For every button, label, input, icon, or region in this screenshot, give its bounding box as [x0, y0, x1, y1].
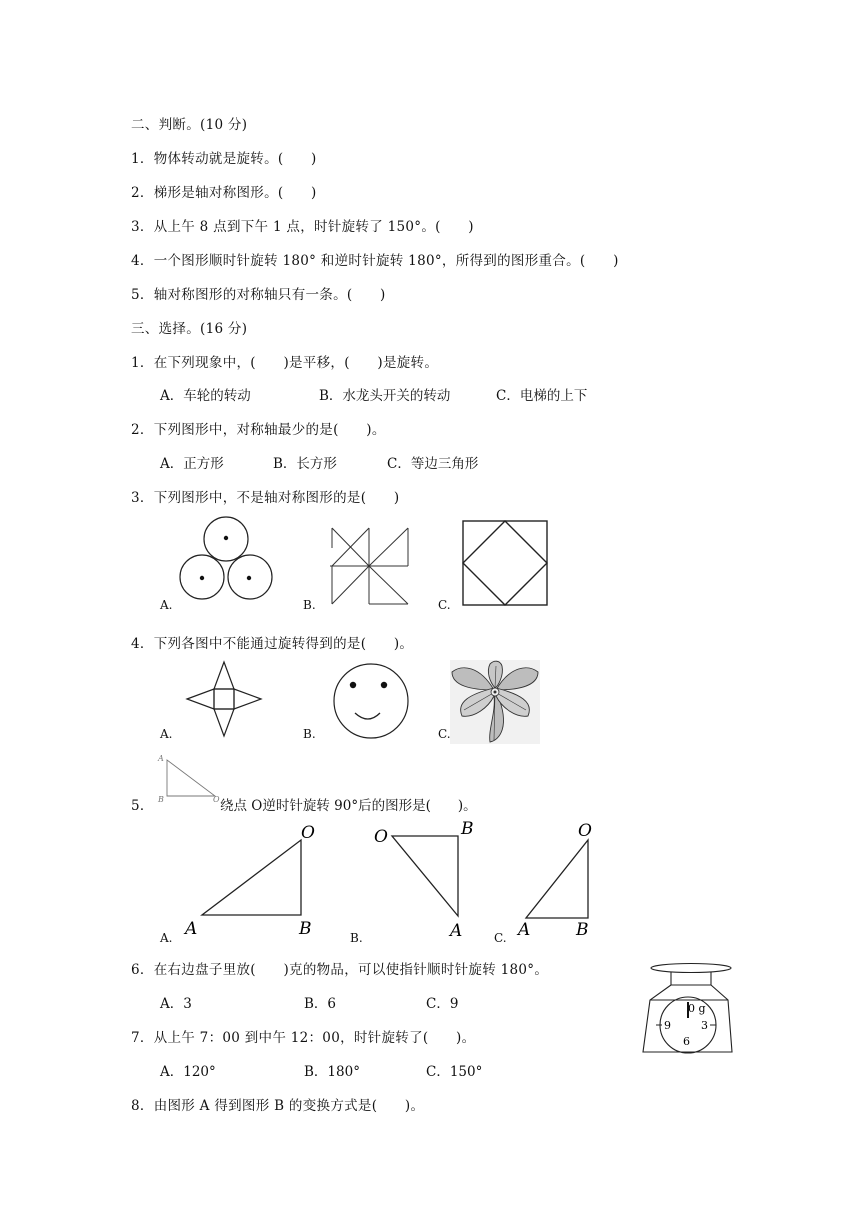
small-label-b: B	[158, 795, 164, 804]
q4-option-b: B.	[303, 727, 316, 741]
q6-option-a: A．3	[160, 996, 192, 1012]
three-leaves-figure	[450, 660, 540, 744]
q4-option-c: C.	[438, 727, 451, 741]
three-circles-figure	[175, 516, 275, 604]
smiley-face-figure	[333, 663, 409, 739]
scale-label-six: 6	[683, 1035, 690, 1048]
q1-option-c: C．电梯的上下	[496, 388, 588, 404]
q3-option-c: C.	[438, 598, 451, 612]
small-label-a: A	[158, 754, 164, 763]
fig-c-label-a: A	[518, 920, 531, 940]
q5-option-c: C.	[494, 931, 507, 945]
q7-option-b: B．180°	[304, 1064, 360, 1080]
choice-q4: 4．下列各图中不能通过旋转得到的是( )。	[131, 636, 414, 652]
choice-q2: 2．下列图形中，对称轴最少的是( )。	[131, 422, 386, 438]
judge-item-2: 2．梯形是轴对称图形。( )	[131, 185, 317, 201]
choice-q5: 绕点 O逆时针旋转 90°后的图形是( )。	[220, 798, 477, 814]
q7-option-a: A．120°	[160, 1064, 216, 1080]
small-label-o: O	[213, 795, 220, 804]
fig-b-label-o: O	[374, 827, 388, 847]
q2-option-a: A．正方形	[160, 456, 224, 472]
judge-item-1: 1．物体转动就是旋转。( )	[131, 151, 317, 167]
fig-b-label-b: B	[461, 819, 474, 839]
choice-q6: 6．在右边盘子里放( )克的物品，可以使指针顺时针旋转 180°。	[131, 962, 549, 978]
fig-b-label-a: A	[450, 921, 463, 941]
judge-item-4: 4．一个图形顺时针旋转 180° 和逆时针旋转 180°，所得到的图形重合。( )	[131, 253, 619, 269]
fig-c-label-b: B	[576, 920, 589, 940]
q2-option-c: C．等边三角形	[387, 456, 479, 472]
section-2-heading: 二、判断。(10 分)	[131, 117, 248, 133]
scale-label-three: 3	[701, 1019, 708, 1032]
q6-option-c: C．9	[426, 996, 459, 1012]
pinwheel-figure	[330, 528, 410, 606]
weighing-scale-figure	[640, 960, 740, 1060]
q2-option-b: B．长方形	[273, 456, 337, 472]
q6-option-b: B．6	[304, 996, 337, 1012]
square-diamond-figure	[462, 520, 548, 606]
q3-option-b: B.	[303, 598, 316, 612]
scale-label-zero: 0 g	[688, 1002, 706, 1015]
choice-q8: 8．由图形 A 得到图形 B 的变换方式是( )。	[131, 1098, 425, 1114]
q5-option-a: A.	[160, 931, 173, 945]
section-3-heading: 三、选择。(16 分)	[131, 321, 248, 337]
option-a-triangle	[183, 820, 323, 940]
fig-c-label-o: O	[578, 821, 592, 841]
q7-option-c: C．150°	[426, 1064, 483, 1080]
star-square-figure	[187, 662, 261, 738]
judge-item-3: 3．从上午 8 点到下午 1 点，时针旋转了 150°。( )	[131, 219, 474, 235]
choice-q7: 7．从上午 7：00 到中午 12：00，时针旋转了( )。	[131, 1030, 476, 1046]
choice-q1: 1．在下列现象中，( )是平移，( )是旋转。	[131, 355, 439, 371]
judge-item-5: 5．轴对称图形的对称轴只有一条。( )	[131, 287, 386, 303]
q1-option-a: A．车轮的转动	[160, 388, 251, 404]
fig-a-label-a: A	[185, 919, 198, 939]
q3-option-a: A.	[160, 598, 173, 612]
choice-q3: 3．下列图形中，不是轴对称图形的是( )	[131, 490, 400, 506]
fig-a-label-o: O	[301, 823, 315, 843]
option-c-triangle	[518, 818, 608, 942]
fig-a-label-b: B	[299, 919, 312, 939]
q5-number: 5．	[131, 798, 154, 814]
q1-option-b: B．水龙头开关的转动	[319, 388, 451, 404]
q4-option-a: A.	[160, 727, 173, 741]
option-b-triangle	[370, 818, 480, 942]
scale-label-nine: 9	[664, 1019, 671, 1032]
q5-option-b: B.	[350, 931, 363, 945]
small-triangle-figure	[155, 752, 227, 804]
